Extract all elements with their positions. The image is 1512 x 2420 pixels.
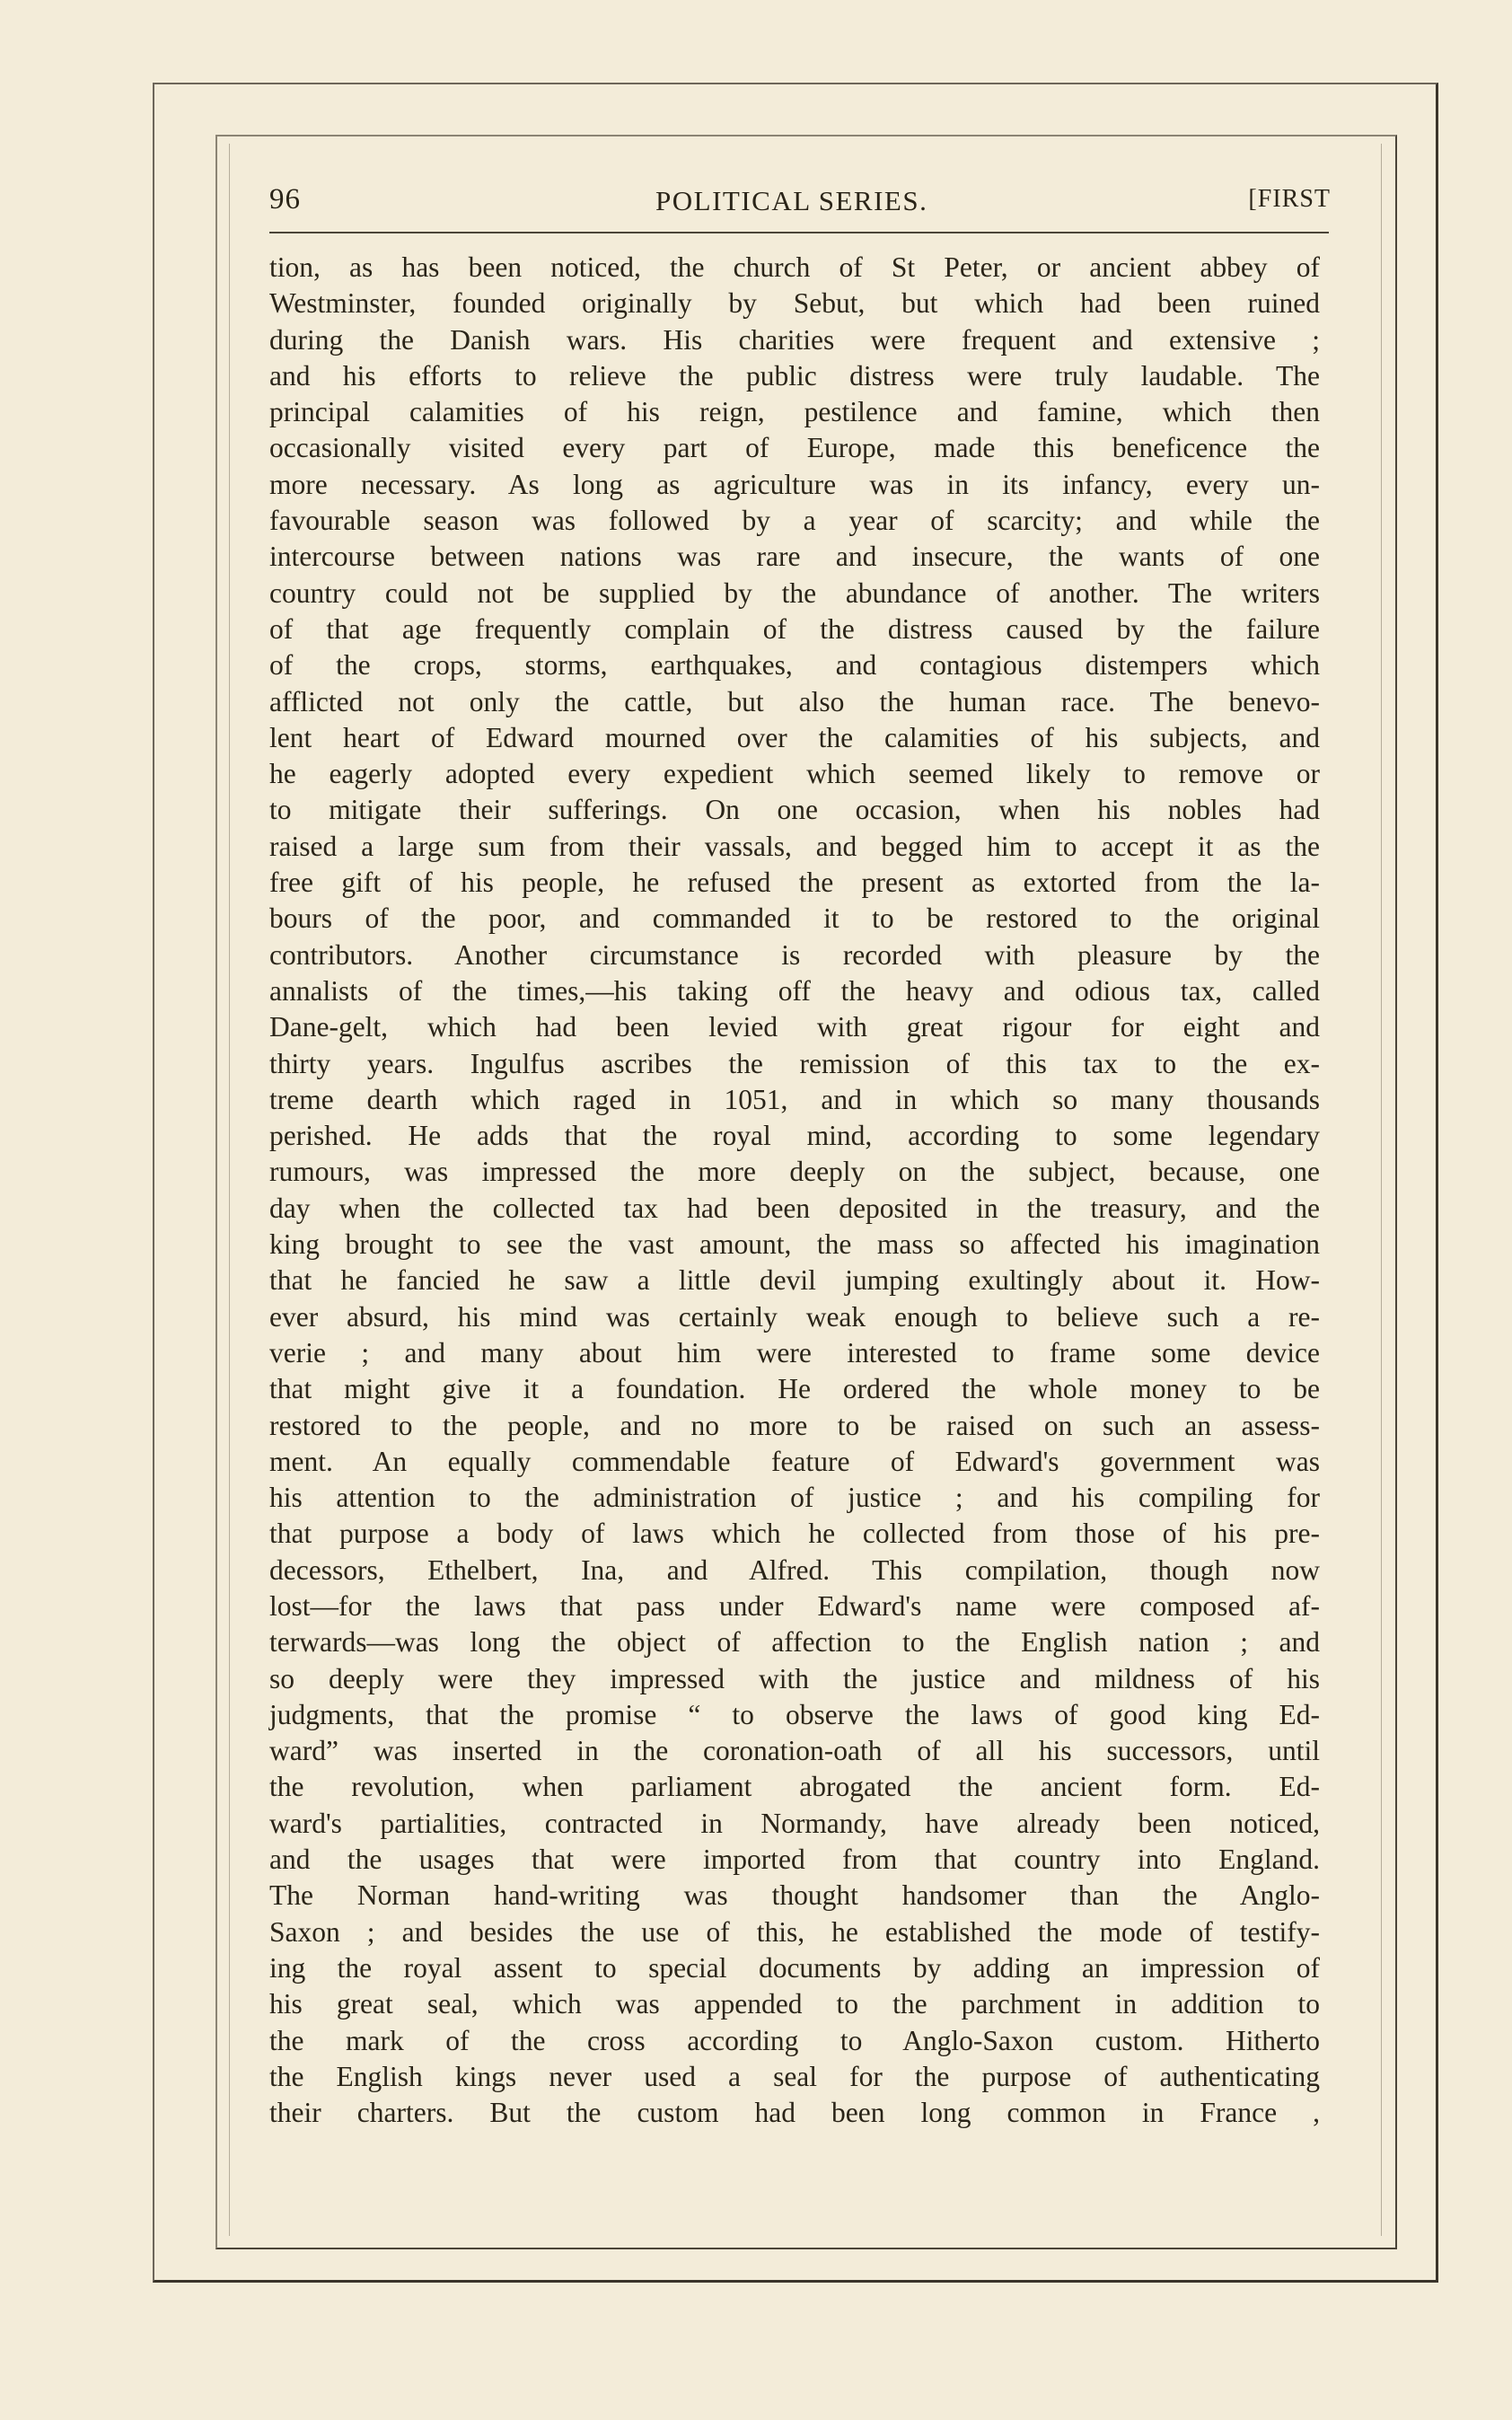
text-line: that might give it a foundation. He ordered the whole money to be [269,1373,1320,1405]
text-line: he eagerly adopted every expedient which seemed likely to remove or [269,758,1320,790]
text-line: afflicted not only the cattle, but also the human race. The benevo- [269,685,1320,717]
text-line: the revolution, when parliament abrogated the ancient form. Ed- [269,1771,1320,1803]
text-line: annalists of the times,—his taking off the heavy and odious tax, called [269,974,1320,1007]
text-line: ward” was inserted in the coronation-oath of all his successors, until [269,1735,1320,1767]
text-line: ment. An equally commendable feature of Edward's government was [269,1445,1320,1477]
text-line: the English kings never used a seal for the purpose of authenticating [269,2060,1320,2092]
text-line: his great seal, which was appended to the parchment in addition to [269,1988,1320,2020]
text-line: contributors. Another circumstance is recorded with pleasure by the [269,938,1320,971]
text-line: ever absurd, his mind was certainly weak enough to believe such a re- [269,1300,1320,1333]
text-line: day when the collected tax had been deposited in the treasury, and the [269,1192,1320,1224]
text-line: more necessary. As long as agriculture was in its infancy, every un- [269,468,1320,500]
text-line: The Norman hand-writing was thought handsomer than the Anglo- [269,1879,1320,1912]
text-line: that he fancied he saw a little devil jumping exultingly about it. How- [269,1264,1320,1297]
section-mark: [FIRST [1248,185,1331,213]
text-line: during the Danish wars. His charities were frequent and extensive ; [269,323,1320,356]
text-line: intercourse between nations was rare and insecure, the wants of one [269,541,1320,573]
running-header [269,178,1331,228]
text-line: decessors, Ethelbert, Ina, and Alfred. This compilation, though now [269,1553,1320,1586]
body-text [269,250,1320,2131]
text-line: lent heart of Edward mourned over the calamities of his subjects, and [269,721,1320,753]
text-line: raised a large sum from their vassals, and begged him to accept it as the [269,830,1320,862]
text-line: ward's partialities, contracted in Normandy, have already been noticed, [269,1807,1320,1839]
text-line: and the usages that were imported from that country into England. [269,1844,1320,1876]
text-line: ing the royal assent to special documents by adding an impression of [269,1951,1320,1984]
text-line: thirty years. Ingulfus ascribes the remission of this tax to the ex- [269,1047,1320,1079]
text-line: country could not be supplied by the abundance of another. The writers [269,576,1320,609]
right-margin-rule [1381,144,1382,2236]
left-margin-rule [229,144,230,2236]
text-line: free gift of his people, he refused the present as extorted from the la- [269,867,1320,899]
text-line: that purpose a body of laws which he collected from those of his pre- [269,1518,1320,1550]
text-line: Dane-gelt, which had been levied with great rigour for eight and [269,1011,1320,1043]
text-line: of the crops, storms, earthquakes, and contagious distempers which [269,649,1320,682]
text-line: occasionally visited every part of Europe, made this beneficence the [269,432,1320,464]
text-line: to mitigate their sufferings. On one occasion, when his nobles had [269,794,1320,826]
text-line: his attention to the administration of justice ; and his compiling for [269,1482,1320,1514]
text-line: Saxon ; and besides the use of this, he established the mode of testify- [269,1915,1320,1948]
book-page [269,178,1331,2129]
text-line: Westminster, founded originally by Sebut, but which had been ruined [269,287,1320,320]
text-line: and his efforts to relieve the public distress were truly laudable. The [269,359,1320,392]
text-line: of that age frequently complain of the distress caused by the failure [269,612,1320,645]
text-line: tion, as has been noticed, the church of St Peter, or ancient abbey of [269,251,1320,283]
text-line: bours of the poor, and commanded it to be restored to the original [269,902,1320,935]
text-line: rumours, was impressed the more deeply on the subject, because, one [269,1156,1320,1188]
text-line: the mark of the cross according to Anglo-Saxon custom. Hitherto [269,2024,1320,2056]
text-line: king brought to see the vast amount, the mass so affected his imagination [269,1228,1320,1261]
text-line: treme dearth which raged in 1051, and in which so many thousands [269,1083,1320,1115]
text-line: judgments, that the promise “ to observe the laws of good king Ed- [269,1698,1320,1730]
text-line: terwards—was long the object of affection to the English nation ; and [269,1626,1320,1659]
text-line: favourable season was followed by a year of scarcity; and while the [269,505,1320,537]
running-title: POLITICAL SERIES. [655,185,928,216]
text-line: perished. He adds that the royal mind, according to some legendary [269,1120,1320,1152]
header-rule [269,232,1329,233]
text-line: their charters. But the custom had been long common in France , [269,2097,1320,2129]
text-line: verie ; and many about him were interested to frame some device [269,1336,1320,1368]
text-line: principal calamities of his reign, pestilence and famine, which then [269,396,1320,428]
text-line: lost—for the laws that pass under Edward's name were composed af- [269,1589,1320,1622]
text-line: so deeply were they impressed with the justice and mildness of his [269,1662,1320,1694]
page-number: 96 [269,183,301,216]
text-line: restored to the people, and no more to be raised on such an assess- [269,1409,1320,1441]
